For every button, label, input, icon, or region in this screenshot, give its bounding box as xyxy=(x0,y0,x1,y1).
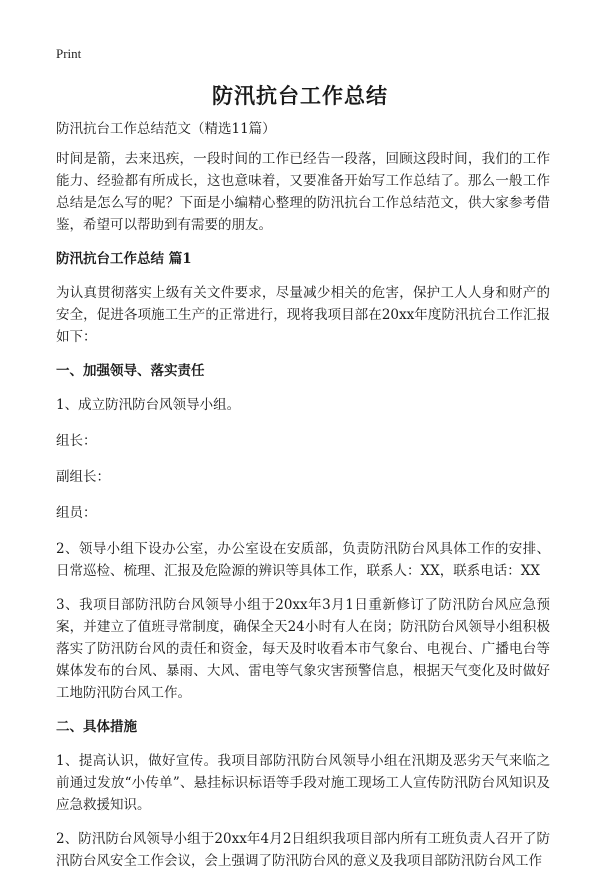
members-line: 组员： xyxy=(56,505,97,521)
section-heading-1: 一、加强领导、落实责任 xyxy=(56,363,205,379)
list-item: 2、领导小组下设办公室，办公室设在安质部，负责防汛防台风具体工作的安排、日常巡检、梳理、汇报及危险源的辨识等具体工作，联系人：XX，联系电话：XX xyxy=(56,541,550,579)
page-title: 防汛抗台工作总结 xyxy=(212,83,388,108)
article-heading: 防汛抗台工作总结 篇1 xyxy=(56,251,192,267)
section-heading-2: 二、具体措施 xyxy=(56,719,137,735)
list-item: 2、防汛防台风领导小组于20xx年4月2日组织我项目部内所有工班负责人召开了防汛防台风安全工作会议，会上强调了防汛防台风的意义及我项目部防汛防台风工作 xyxy=(56,831,550,869)
leader-line: 组长： xyxy=(56,433,97,449)
list-item: 1、提高认识，做好宣传。我项目部防汛防台风领导小组在汛期及恶劣天气来临之前通过发放“小传单”、悬挂标识标语等手段对施工现场工人宣传防汛防台风知识及应急救援知识。 xyxy=(56,753,550,813)
document-subtitle: 防汛抗台工作总结范文（精选11篇） xyxy=(56,121,276,137)
list-item: 1、成立防汛防台风领导小组。 xyxy=(56,397,241,413)
document-body xyxy=(56,118,550,884)
vice-leader-line: 副组长： xyxy=(56,469,110,485)
intro-paragraph: 时间是箭，去来迅疾，一段时间的工作已经告一段落，回顾这段时间，我们的工作能力、经验都有所成长，这也意味着，又要准备开始写工作总结了。那么一般工作总结是怎么写的呢？下面是小编精心整理的防汛抗台工作总结范文，供大家参考借鉴，希望可以帮助到有需要的朋友。 xyxy=(56,151,550,233)
list-item: 3、我项目部防汛防台风领导小组于20xx年3月1日重新修订了防汛防台风应急预案，并建立了值班寻常制度，确保全天24小时有人在岗；防汛防台风领导小组积极落实了防汛防台风的责任和资金，每天及时收看本市气象台、电视台、广播电台等媒体发布的台风、暴雨、大风、雷电等气象灾害预警信息，根据天气变化及时做好工地防汛防台风工作。 xyxy=(56,597,550,701)
article-intro-paragraph: 为认真贯彻落实上级有关文件要求，尽量减少相关的危害，保护工人人身和财产的安全，促进各项施工生产的正常进行，现将我项目部在20xx年度防汛抗台工作汇报如下： xyxy=(56,285,550,345)
print-link[interactable]: Print xyxy=(56,46,82,61)
